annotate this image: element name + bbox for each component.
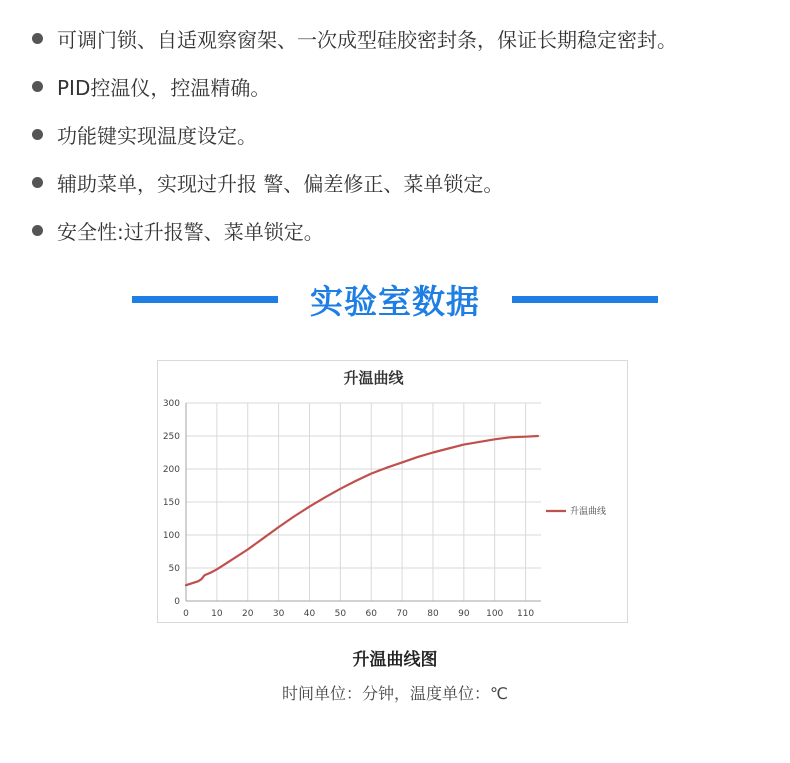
y-tick-label: 200 — [162, 465, 180, 475]
chart-caption: 升温曲线图 — [352, 650, 438, 670]
y-tick-label: 250 — [162, 432, 180, 442]
y-tick-label: 100 — [162, 531, 180, 541]
x-tick-label: 60 — [365, 609, 377, 619]
legend-label: 升温曲线 — [570, 507, 607, 517]
bullet-icon — [32, 225, 43, 236]
feature-text: PID控温仪，控温精确。 — [57, 75, 271, 100]
x-tick-label: 20 — [242, 609, 254, 619]
x-tick-label: 40 — [303, 609, 316, 619]
x-tick-label: 30 — [272, 609, 285, 619]
feature-text: 功能键实现温度设定。 — [57, 123, 257, 148]
right-divider — [512, 296, 658, 303]
section-header — [0, 276, 790, 322]
feature-item — [32, 206, 677, 254]
x-tick-label: 70 — [396, 609, 408, 619]
bullet-icon — [32, 177, 43, 188]
bullet-icon — [32, 33, 43, 44]
chart-container — [157, 360, 628, 623]
heating-curve-chart — [158, 361, 627, 622]
x-tick-label: 90 — [458, 609, 470, 619]
y-tick-label: 50 — [168, 564, 180, 574]
unit-note: 时间单位：分钟，温度单位：℃ — [282, 684, 508, 703]
y-tick-label: 300 — [162, 399, 180, 409]
x-tick-label: 10 — [211, 609, 223, 619]
x-tick-label: 0 — [183, 609, 189, 619]
x-tick-label: 50 — [334, 609, 347, 619]
feature-text: 可调门锁、自适观察窗架、一次成型硅胶密封条，保证长期稳定密封。 — [57, 27, 677, 52]
bullet-icon — [32, 129, 43, 140]
x-tick-label: 100 — [486, 609, 504, 619]
chart-title: 升温曲线 — [343, 369, 404, 387]
series-line — [186, 436, 538, 585]
feature-text: 辅助菜单，实现过升报 警、偏差修正、菜单锁定。 — [57, 171, 504, 196]
y-tick-label: 150 — [162, 498, 180, 508]
x-tick-label: 80 — [427, 609, 439, 619]
y-tick-label: 0 — [174, 597, 180, 607]
bullet-icon — [32, 81, 43, 92]
feature-item — [32, 62, 677, 110]
x-tick-label: 110 — [516, 609, 535, 619]
left-divider — [132, 296, 278, 303]
feature-item — [32, 158, 677, 206]
feature-item — [32, 14, 677, 62]
feature-list — [32, 14, 677, 254]
feature-text: 安全性:过升报警、菜单锁定。 — [57, 219, 324, 244]
feature-item — [32, 110, 677, 158]
section-title: 实验室数据 — [310, 281, 480, 321]
